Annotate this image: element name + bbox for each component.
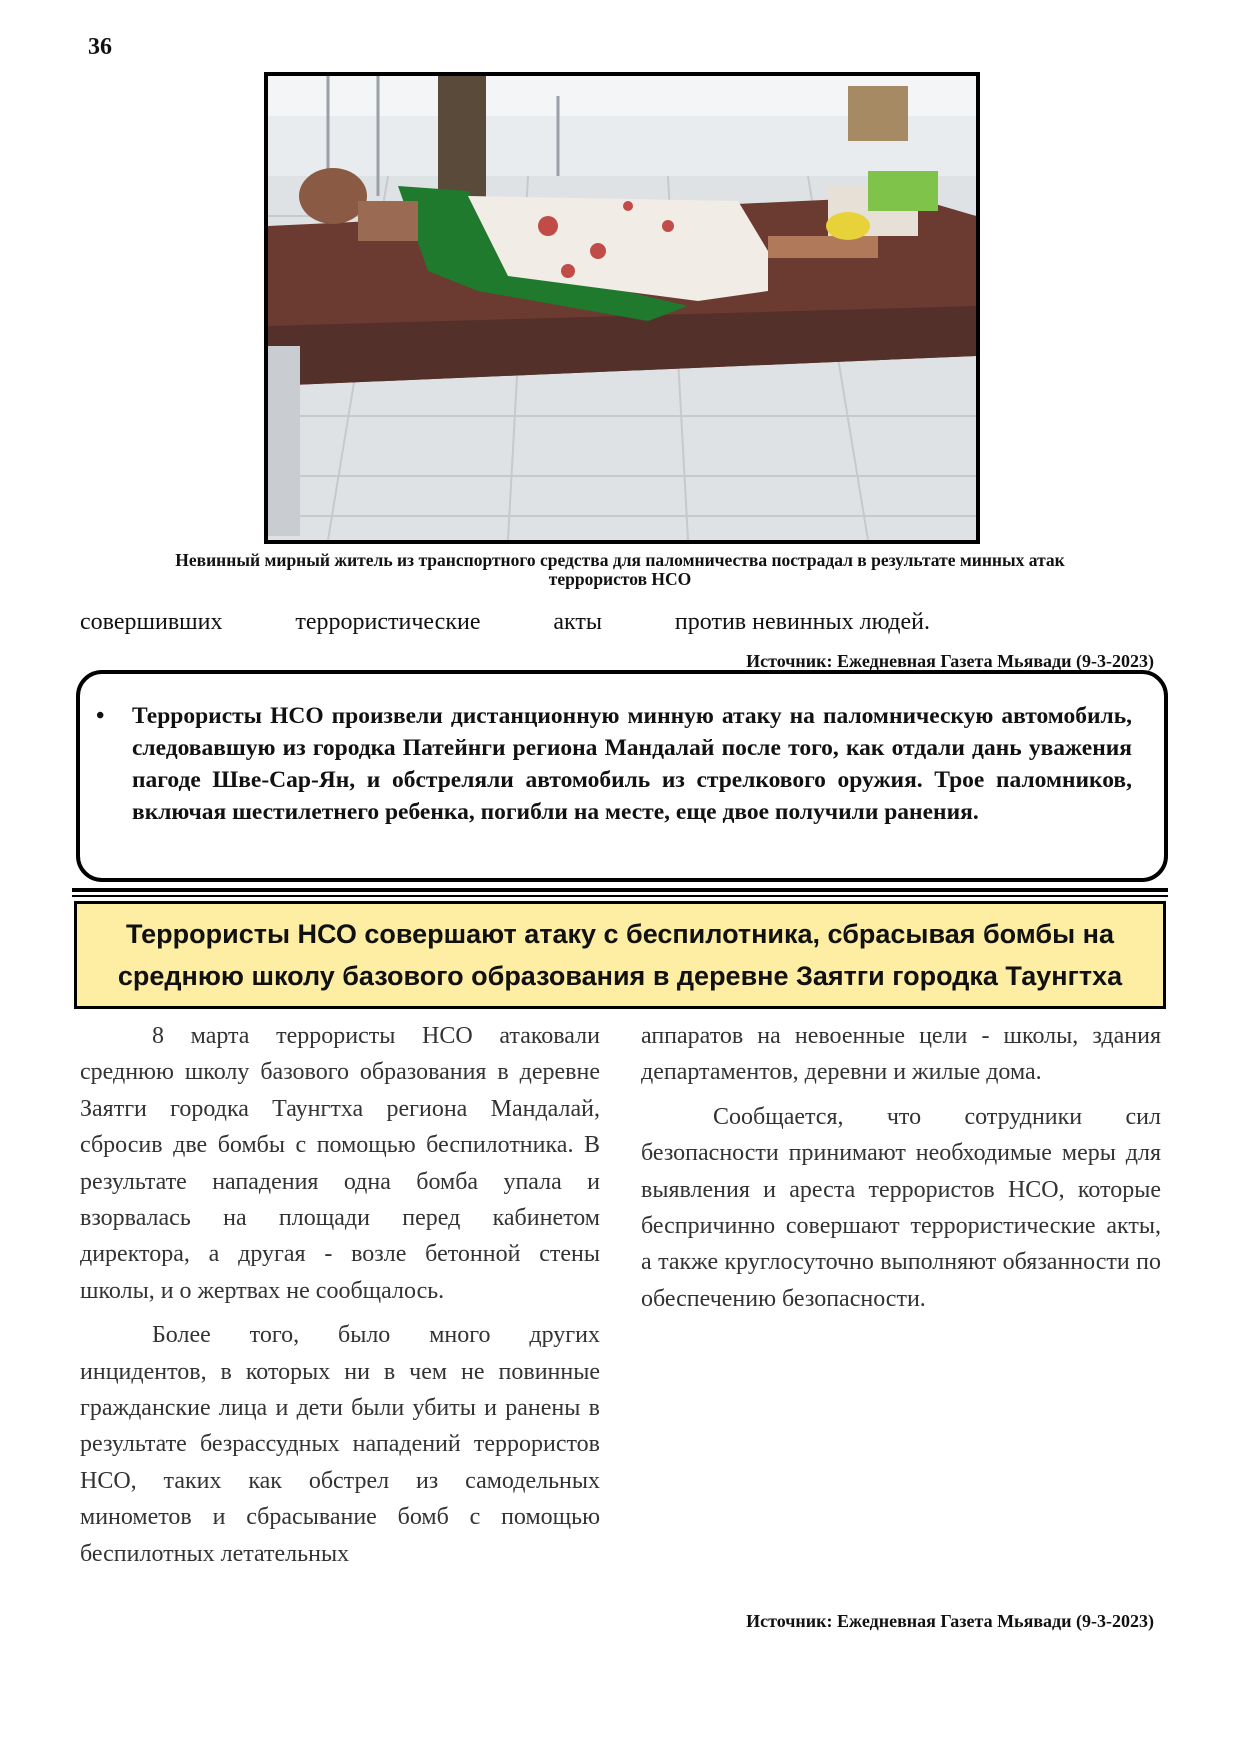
divider-rule-thick	[72, 888, 1168, 892]
bullet-item	[96, 700, 1132, 828]
article-paragraph: Более того, было много других инцидентов, в которых ни в чем не повинные гражданские лица и дети были убиты и ранены в результате безрассудных нападений террористов НСО, таких как обстрел из самодельных минометов и сбрасывание бомб с помощью беспилотных летательных	[80, 1322, 600, 1567]
photo-caption-line-1: Невинный мирный житель из транспортного средства для паломничества пострадал в результате минных атак	[175, 550, 1065, 570]
photo-illustration	[268, 76, 976, 540]
headline-line-1: Террористы НСО совершают атаку с беспилотника, сбрасывая бомбы на	[125, 919, 1114, 949]
continuation-word: акты	[553, 609, 603, 635]
article-paragraph: аппаратов на невоенные цели - школы, здания департаментов, деревни и жилые дома.	[641, 1023, 1161, 1086]
source-citation-2: Источник: Ежедневная Газета Мьявади (9-3-2023)	[746, 1611, 1154, 1631]
source-citation: Источник: Ежедневная Газета Мьявади (9-3-2023)	[746, 651, 1154, 671]
divider-rule-thin	[72, 895, 1168, 897]
news-bullet-box	[76, 670, 1168, 882]
article-column-right	[641, 1018, 1161, 1325]
page-number: 36	[88, 34, 112, 60]
article-paragraph: Сообщается, что сотрудники сил безопасности принимают необходимые меры для выявления и ареста террористов НСО, которые беспричинно совершают террористические акты, а также круглосуточно выполняют обязанности по обеспечению безопасности.	[641, 1103, 1161, 1312]
article-column-left	[80, 1018, 600, 1580]
continuation-word: террористические	[295, 609, 481, 635]
continuation-line	[80, 609, 930, 636]
photo-caption	[70, 551, 1170, 589]
headline-line-2: среднюю школу базового образования в деревне Заятги городка Таунгтха	[117, 961, 1123, 991]
photo-caption-line-2: террористов НСО	[548, 569, 692, 589]
news-photo	[264, 72, 980, 544]
bullet-icon: •	[96, 703, 105, 729]
article-headline	[74, 901, 1166, 1009]
bullet-text: Террористы НСО произвели дистанционную минную атаку на паломническую автомобиль, следовавшую из городка Патейнги региона Мандалай после того, как отдали дань уважения пагоде Шве-Сар-Ян, и обстреляли автомобиль из стрелкового оружия. Трое паломников, включая шестилетнего ребенка, погибли на месте, еще двое получили ранения.	[132, 703, 1132, 825]
continuation-word: против невинных людей.	[674, 609, 930, 635]
article-paragraph: 8 марта террористы НСО атаковали среднюю школу базового образования в деревне Заятги городка Таунгтха региона Мандалай, сбросив две бомбы с помощью беспилотника. В результате нападения одна бомба упала и взорвалась на площади перед кабинетом директора, а другая - возле бетонной стены школы, и о жертвах не сообщалось.	[80, 1023, 600, 1304]
continuation-word: совершивших	[80, 609, 223, 635]
